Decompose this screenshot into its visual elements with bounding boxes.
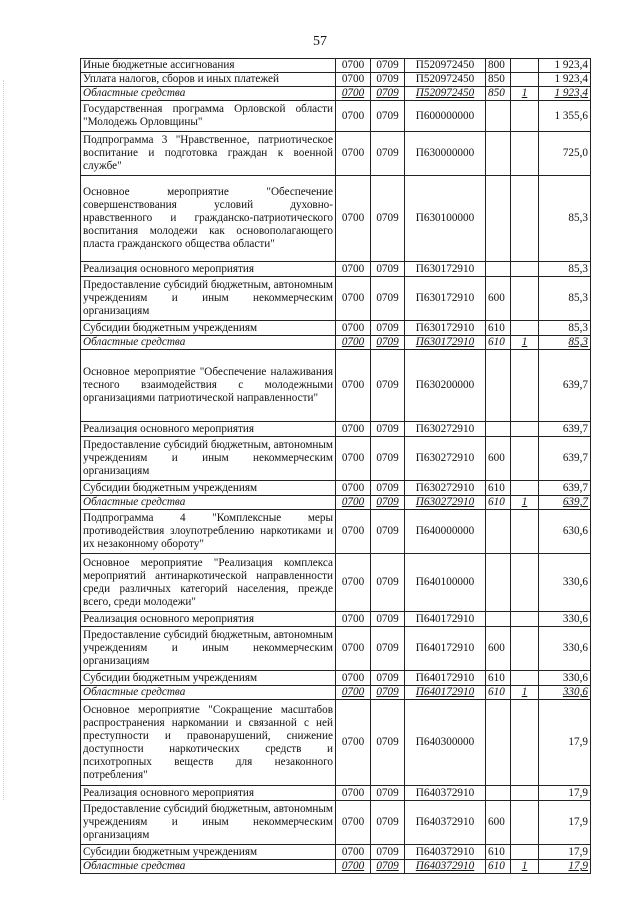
subsection-code-cell: 0709 [371, 321, 405, 336]
target-article-code-cell: П640172910 [405, 627, 486, 671]
table-row [81, 262, 591, 277]
page-number: 57 [313, 34, 327, 49]
funding-source-cell [511, 176, 539, 262]
section-code-cell: 0700 [336, 321, 371, 336]
row-name-cell: Государственная программа Орловской области "Молодежь Орловщины" [81, 101, 336, 132]
subsection-code-cell: 0709 [371, 627, 405, 671]
section-code-cell: 0700 [336, 700, 371, 786]
amount-cell: 725,0 [539, 132, 591, 176]
row-name-cell: Уплата налогов, сборов и иных платежей [81, 73, 336, 87]
funding-source-cell [511, 321, 539, 336]
subsection-code-cell: 0709 [371, 336, 405, 350]
funding-source-cell [511, 627, 539, 671]
table-row [81, 437, 591, 481]
row-name-cell: Субсидии бюджетным учреждениям [81, 321, 336, 336]
subsection-code-cell: 0709 [371, 87, 405, 101]
amount-cell: 330,6 [539, 612, 591, 627]
expense-type-code-cell [486, 510, 511, 554]
table-row [81, 554, 591, 612]
target-article-code-cell: П520972450 [405, 73, 486, 87]
funding-source-cell [511, 554, 539, 612]
funding-source-cell [511, 422, 539, 437]
table-row [81, 277, 591, 321]
target-article-code-cell: П640000000 [405, 510, 486, 554]
amount-cell: 639,7 [539, 350, 591, 422]
funding-source-cell [511, 612, 539, 627]
expense-type-code-cell [486, 612, 511, 627]
table-row [81, 350, 591, 422]
subsection-code-cell: 0709 [371, 860, 405, 874]
expense-type-code-cell [486, 262, 511, 277]
subsection-code-cell: 0709 [371, 510, 405, 554]
table-row [81, 422, 591, 437]
amount-cell: 1 923,4 [539, 73, 591, 87]
funding-source-cell [511, 510, 539, 554]
funding-source-cell [511, 700, 539, 786]
subsection-code-cell: 0709 [371, 481, 405, 496]
section-code-cell: 0700 [336, 277, 371, 321]
expense-type-code-cell: 800 [486, 59, 511, 73]
target-article-code-cell: П640372910 [405, 801, 486, 845]
funding-source-cell [511, 845, 539, 860]
funding-source-cell: 1 [511, 860, 539, 874]
row-name-cell: Основное мероприятие "Реализация комплекса мероприятий антинаркотической направленности среди различных категорий населения, прежде всего, среди молодежи" [81, 554, 336, 612]
funding-source-cell [511, 277, 539, 321]
table-row [81, 686, 591, 700]
row-name-cell: Предоставление субсидий бюджетным, автономным учреждениям и иным некоммерческим организациям [81, 627, 336, 671]
amount-cell: 330,6 [539, 686, 591, 700]
section-code-cell: 0700 [336, 554, 371, 612]
expense-type-code-cell: 610 [486, 671, 511, 686]
subsection-code-cell: 0709 [371, 437, 405, 481]
section-code-cell: 0700 [336, 73, 371, 87]
section-code-cell: 0700 [336, 59, 371, 73]
subsection-code-cell: 0709 [371, 132, 405, 176]
section-code-cell: 0700 [336, 845, 371, 860]
expense-type-code-cell: 610 [486, 496, 511, 510]
row-name-cell: Субсидии бюджетным учреждениям [81, 671, 336, 686]
target-article-code-cell: П630272910 [405, 481, 486, 496]
row-name-cell: Основное мероприятие "Обеспечение налаживания тесного взаимодействия с молодежными организациями патриотической направленности" [81, 350, 336, 422]
funding-source-cell [511, 59, 539, 73]
amount-cell: 85,3 [539, 321, 591, 336]
target-article-code-cell: П630272910 [405, 422, 486, 437]
expense-type-code-cell: 600 [486, 437, 511, 481]
section-code-cell: 0700 [336, 671, 371, 686]
target-article-code-cell: П630172910 [405, 277, 486, 321]
expense-type-code-cell: 610 [486, 845, 511, 860]
amount-cell: 85,3 [539, 262, 591, 277]
row-name-cell: Основное мероприятие "Сокращение масштабов распространения наркомании и связанной с ней преступности и правонарушений, снижение доступности наркотических средств и психотропных веществ для незаконного потребления" [81, 700, 336, 786]
expense-type-code-cell [486, 176, 511, 262]
table-row [81, 336, 591, 350]
expense-type-code-cell: 850 [486, 73, 511, 87]
table-row [81, 101, 591, 132]
subsection-code-cell: 0709 [371, 786, 405, 801]
expense-type-code-cell [486, 554, 511, 612]
target-article-code-cell: П630172910 [405, 262, 486, 277]
target-article-code-cell: П630000000 [405, 132, 486, 176]
row-name-cell: Областные средства [81, 496, 336, 510]
target-article-code-cell: П640372910 [405, 786, 486, 801]
target-article-code-cell: П520972450 [405, 87, 486, 101]
row-name-cell: Областные средства [81, 336, 336, 350]
subsection-code-cell: 0709 [371, 262, 405, 277]
amount-cell: 330,6 [539, 627, 591, 671]
expense-type-code-cell: 610 [486, 336, 511, 350]
target-article-code-cell: П640300000 [405, 700, 486, 786]
subsection-code-cell: 0709 [371, 686, 405, 700]
table-row [81, 73, 591, 87]
row-name-cell: Реализация основного мероприятия [81, 786, 336, 801]
section-code-cell: 0700 [336, 101, 371, 132]
funding-source-cell: 1 [511, 336, 539, 350]
subsection-code-cell: 0709 [371, 101, 405, 132]
amount-cell: 17,9 [539, 786, 591, 801]
expense-type-code-cell: 850 [486, 87, 511, 101]
target-article-code-cell: П520972450 [405, 59, 486, 73]
amount-cell: 630,6 [539, 510, 591, 554]
table-row [81, 845, 591, 860]
amount-cell: 85,3 [539, 176, 591, 262]
expense-type-code-cell [486, 101, 511, 132]
funding-source-cell [511, 262, 539, 277]
subsection-code-cell: 0709 [371, 176, 405, 262]
funding-source-cell [511, 671, 539, 686]
row-name-cell: Реализация основного мероприятия [81, 422, 336, 437]
row-name-cell: Субсидии бюджетным учреждениям [81, 481, 336, 496]
table-row [81, 786, 591, 801]
amount-cell: 330,6 [539, 671, 591, 686]
amount-cell: 330,6 [539, 554, 591, 612]
target-article-code-cell: П630272910 [405, 496, 486, 510]
target-article-code-cell: П630200000 [405, 350, 486, 422]
funding-source-cell [511, 437, 539, 481]
amount-cell: 639,7 [539, 437, 591, 481]
subsection-code-cell: 0709 [371, 671, 405, 686]
table-row [81, 627, 591, 671]
table-row [81, 87, 591, 101]
row-name-cell: Областные средства [81, 686, 336, 700]
subsection-code-cell: 0709 [371, 73, 405, 87]
funding-source-cell: 1 [511, 686, 539, 700]
section-code-cell: 0700 [336, 786, 371, 801]
target-article-code-cell: П640372910 [405, 860, 486, 874]
subsection-code-cell: 0709 [371, 422, 405, 437]
subsection-code-cell: 0709 [371, 496, 405, 510]
row-name-cell: Предоставление субсидий бюджетным, автономным учреждениям и иным некоммерческим организациям [81, 801, 336, 845]
row-name-cell: Областные средства [81, 87, 336, 101]
section-code-cell: 0700 [336, 176, 371, 262]
target-article-code-cell: П630172910 [405, 336, 486, 350]
subsection-code-cell: 0709 [371, 801, 405, 845]
subsection-code-cell: 0709 [371, 554, 405, 612]
subsection-code-cell: 0709 [371, 612, 405, 627]
amount-cell: 17,9 [539, 801, 591, 845]
target-article-code-cell: П640172910 [405, 686, 486, 700]
row-name-cell: Предоставление субсидий бюджетным, автономным учреждениям и иным некоммерческим организациям [81, 277, 336, 321]
section-code-cell: 0700 [336, 481, 371, 496]
expense-type-code-cell: 600 [486, 801, 511, 845]
funding-source-cell [511, 350, 539, 422]
funding-source-cell: 1 [511, 496, 539, 510]
amount-cell: 639,7 [539, 422, 591, 437]
section-code-cell: 0700 [336, 496, 371, 510]
section-code-cell: 0700 [336, 437, 371, 481]
table-row [81, 510, 591, 554]
funding-source-cell [511, 481, 539, 496]
section-code-cell: 0700 [336, 422, 371, 437]
expense-type-code-cell: 610 [486, 321, 511, 336]
funding-source-cell: 1 [511, 87, 539, 101]
expense-type-code-cell [486, 132, 511, 176]
amount-cell: 85,3 [539, 336, 591, 350]
section-code-cell: 0700 [336, 132, 371, 176]
table-row [81, 612, 591, 627]
row-name-cell: Основное мероприятие "Обеспечение совершенствования условий духовно-нравственного и гражданско-патриотического воспитания молодежи как основополагающего пласта гражданского общества области" [81, 176, 336, 262]
amount-cell: 17,9 [539, 700, 591, 786]
table-row [81, 801, 591, 845]
section-code-cell: 0700 [336, 612, 371, 627]
row-name-cell: Иные бюджетные ассигнования [81, 59, 336, 73]
row-name-cell: Подпрограмма 3 "Нравственное, патриотическое воспитание и подготовка граждан к военной службе" [81, 132, 336, 176]
section-code-cell: 0700 [336, 350, 371, 422]
table-row [81, 860, 591, 874]
table-row [81, 176, 591, 262]
expense-type-code-cell: 610 [486, 860, 511, 874]
target-article-code-cell: П640172910 [405, 612, 486, 627]
funding-source-cell [511, 801, 539, 845]
expense-type-code-cell [486, 422, 511, 437]
table-row [81, 321, 591, 336]
row-name-cell: Областные средства [81, 860, 336, 874]
expense-type-code-cell [486, 786, 511, 801]
section-code-cell: 0700 [336, 510, 371, 554]
funding-source-cell [511, 101, 539, 132]
section-code-cell: 0700 [336, 627, 371, 671]
row-name-cell: Предоставление субсидий бюджетным, автономным учреждениям и иным некоммерческим организациям [81, 437, 336, 481]
amount-cell: 639,7 [539, 481, 591, 496]
amount-cell: 639,7 [539, 496, 591, 510]
target-article-code-cell: П640100000 [405, 554, 486, 612]
target-article-code-cell: П630100000 [405, 176, 486, 262]
subsection-code-cell: 0709 [371, 277, 405, 321]
expense-type-code-cell: 600 [486, 627, 511, 671]
table-row [81, 59, 591, 73]
target-article-code-cell: П640372910 [405, 845, 486, 860]
expense-type-code-cell: 600 [486, 277, 511, 321]
amount-cell: 1 355,6 [539, 101, 591, 132]
row-name-cell: Субсидии бюджетным учреждениям [81, 845, 336, 860]
target-article-code-cell: П630272910 [405, 437, 486, 481]
section-code-cell: 0700 [336, 801, 371, 845]
funding-source-cell [511, 132, 539, 176]
subsection-code-cell: 0709 [371, 845, 405, 860]
amount-cell: 17,9 [539, 860, 591, 874]
target-article-code-cell: П600000000 [405, 101, 486, 132]
section-code-cell: 0700 [336, 686, 371, 700]
row-name-cell: Реализация основного мероприятия [81, 612, 336, 627]
subsection-code-cell: 0709 [371, 700, 405, 786]
table-row [81, 496, 591, 510]
table-row [81, 132, 591, 176]
table-row [81, 671, 591, 686]
target-article-code-cell: П640172910 [405, 671, 486, 686]
expense-type-code-cell [486, 700, 511, 786]
row-name-cell: Подпрограмма 4 "Комплексные меры противодействия злоупотреблению наркотиками и их незаконному обороту" [81, 510, 336, 554]
table-row [81, 481, 591, 496]
amount-cell: 1 923,4 [539, 87, 591, 101]
funding-source-cell [511, 786, 539, 801]
target-article-code-cell: П630172910 [405, 321, 486, 336]
section-code-cell: 0700 [336, 336, 371, 350]
row-name-cell: Реализация основного мероприятия [81, 262, 336, 277]
subsection-code-cell: 0709 [371, 350, 405, 422]
amount-cell: 85,3 [539, 277, 591, 321]
expense-type-code-cell: 610 [486, 686, 511, 700]
amount-cell: 17,9 [539, 845, 591, 860]
section-code-cell: 0700 [336, 87, 371, 101]
expense-type-code-cell [486, 350, 511, 422]
expense-type-code-cell: 610 [486, 481, 511, 496]
table-body [81, 59, 591, 874]
table-row [81, 700, 591, 786]
funding-source-cell [511, 73, 539, 87]
scan-edge-line [3, 80, 5, 800]
subsection-code-cell: 0709 [371, 59, 405, 73]
section-code-cell: 0700 [336, 262, 371, 277]
budget-table [80, 58, 591, 874]
amount-cell: 1 923,4 [539, 59, 591, 73]
section-code-cell: 0700 [336, 860, 371, 874]
